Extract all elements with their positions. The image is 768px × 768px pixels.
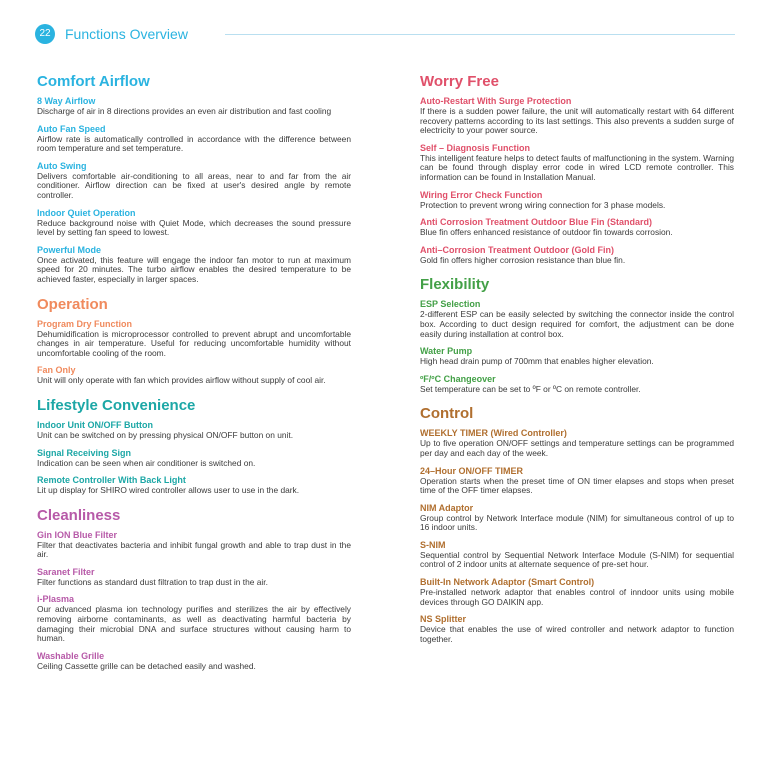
section-control bbox=[420, 404, 734, 644]
feature-description: Sequential control by Sequential Network Interface Module (S-NIM) for sequential control of 2 indoor units at alternate sequence of pre-set hour. bbox=[420, 549, 734, 570]
feature-item bbox=[37, 245, 351, 285]
feature-description: High head drain pump of 700mm that enables higher elevation. bbox=[420, 356, 654, 367]
feature-item bbox=[37, 124, 351, 154]
section-title: Flexibility bbox=[420, 276, 490, 294]
feature-title: Indoor Unit ON/OFF Button bbox=[37, 419, 153, 430]
feature-title: Anti Corrosion Treatment Outdoor Blue Fin (Standard) bbox=[420, 217, 653, 228]
feature-item bbox=[37, 651, 351, 672]
feature-item bbox=[420, 614, 734, 644]
feature-item bbox=[420, 346, 734, 367]
feature-item bbox=[37, 420, 351, 441]
feature-description: Indication can be seen when air conditioner is switched on. bbox=[37, 457, 256, 468]
section-title: Lifestyle Convenience bbox=[37, 396, 196, 414]
feature-description: Unit will only operate with fan which provides airflow without supply of cool air. bbox=[37, 375, 326, 386]
feature-item bbox=[420, 217, 734, 238]
feature-description: Filter functions as standard dust filtration to trap dust in the air. bbox=[37, 576, 268, 587]
feature-description: Once activated, this feature will engage the indoor fan motor to run at maximum speed for 20 minutes. The turbo airflow enables the desired temperature to be achieved faster, especially in larger spaces. bbox=[37, 254, 351, 284]
feature-item bbox=[37, 365, 351, 386]
feature-title: Water Pump bbox=[420, 346, 473, 357]
feature-title: Built-In Network Adaptor (Smart Control) bbox=[420, 577, 595, 588]
feature-title: Signal Receiving Sign bbox=[37, 447, 132, 458]
section-title: Operation bbox=[37, 295, 108, 313]
feature-item bbox=[37, 208, 351, 238]
feature-item bbox=[420, 466, 734, 496]
feature-description: If there is a sudden power failure, the unit will automatically restart with 64 different recovery patterns according to its last settings. This also prevents a sudden surge of electricity to your power source. bbox=[420, 106, 734, 136]
feature-title: Anti–Corrosion Treatment Outdoor (Gold Fin) bbox=[420, 244, 614, 255]
header-divider bbox=[225, 34, 735, 35]
feature-description: Up to five operation ON/OFF settings and temperature settings can be programmed per day and each day of the week. bbox=[420, 438, 734, 458]
section-title: Worry Free bbox=[420, 73, 499, 90]
section-cleanliness bbox=[37, 506, 351, 672]
section-worry-free bbox=[420, 72, 734, 265]
feature-title: WEEKLY TIMER (Wired Controller) bbox=[420, 428, 567, 439]
feature-description: Gold fin offers higher corrosion resistance than blue fin. bbox=[420, 254, 626, 265]
feature-description: Filter that deactivates bacteria and inhibit fungal growth and able to trap dust in the air. bbox=[37, 539, 351, 560]
section-title: Control bbox=[420, 405, 474, 423]
feature-title: Wiring Error Check Function bbox=[420, 189, 543, 200]
page-title: Functions Overview bbox=[65, 26, 188, 42]
feature-item bbox=[37, 530, 351, 560]
section-flexibility bbox=[420, 275, 734, 394]
feature-item bbox=[420, 503, 734, 533]
feature-item bbox=[37, 567, 351, 588]
left-column bbox=[37, 72, 351, 681]
feature-description: Airflow rate is automatically controlled in accordance with the difference between room temperature and set temperature. bbox=[37, 133, 351, 154]
section-operation bbox=[37, 295, 351, 386]
feature-description: Protection to prevent wrong wiring connection for 3 phase models. bbox=[420, 199, 666, 210]
feature-item bbox=[37, 96, 351, 117]
feature-item bbox=[420, 577, 734, 607]
feature-title: Auto Fan Speed bbox=[37, 123, 106, 134]
feature-title: NS Splitter bbox=[420, 614, 467, 625]
feature-title: Fan Only bbox=[37, 365, 76, 376]
section-comfort-airflow bbox=[37, 72, 351, 285]
feature-title: Saranet Filter bbox=[37, 566, 95, 577]
feature-description: Delivers comfortable air-conditioning to all areas, near to and far from the air conditioner. Airflow direction can be fixed at user's desired angle by remote controller. bbox=[37, 170, 351, 200]
feature-item bbox=[420, 96, 734, 136]
feature-item bbox=[37, 475, 351, 496]
feature-title: Gin ION Blue Filter bbox=[37, 529, 118, 540]
feature-title: Indoor Quiet Operation bbox=[37, 207, 136, 218]
feature-description: Blue fin offers enhanced resistance of outdoor fin towards corrosion. bbox=[420, 227, 673, 238]
feature-description: Ceiling Cassette grille can be detached easily and washed. bbox=[37, 660, 256, 671]
section-title: Cleanliness bbox=[37, 506, 121, 524]
feature-item bbox=[420, 143, 734, 183]
feature-item bbox=[37, 448, 351, 469]
feature-title: Self – Diagnosis Function bbox=[420, 142, 531, 153]
feature-title: 8 Way Airflow bbox=[37, 96, 96, 106]
feature-title: Auto-Restart With Surge Protection bbox=[420, 96, 572, 106]
right-column bbox=[420, 72, 734, 654]
feature-title: NIM Adaptor bbox=[420, 502, 474, 513]
feature-title: S-NIM bbox=[420, 539, 446, 550]
feature-item bbox=[420, 428, 734, 458]
feature-description: Unit can be switched on by pressing physical ON/OFF button on unit. bbox=[37, 429, 294, 440]
feature-description: Pre-installed network adaptor that enables control of inndoor units using mobile devices through GO DAIKIN app. bbox=[420, 587, 734, 607]
feature-title: i-Plasma bbox=[37, 594, 75, 605]
feature-title: Powerful Mode bbox=[37, 244, 102, 255]
feature-item bbox=[420, 190, 734, 211]
feature-title: Washable Grille bbox=[37, 650, 105, 661]
section-title: Comfort Airflow bbox=[37, 73, 150, 90]
feature-title: Program Dry Function bbox=[37, 318, 133, 329]
feature-title: ESP Selection bbox=[420, 299, 481, 310]
feature-description: Discharge of air in 8 directions provides an even air distribution and fast cooling bbox=[37, 106, 332, 116]
feature-description: This intelligent feature helps to detect faults of malfunctioning in the system. Warning can be found through display error code in wired LCD remote controller. This information can be found in Installation Manual. bbox=[420, 152, 734, 182]
feature-description: Set temperature can be set to ºF or ºC on remote controller. bbox=[420, 383, 641, 394]
feature-item bbox=[420, 245, 734, 266]
section-lifestyle-convenience bbox=[37, 396, 351, 496]
page-number-badge: 22 bbox=[35, 24, 55, 44]
feature-item bbox=[37, 161, 351, 201]
feature-title: Auto Swing bbox=[37, 160, 87, 171]
feature-title: ºF/ºC Changeover bbox=[420, 373, 496, 384]
feature-item bbox=[37, 594, 351, 643]
page-header bbox=[35, 22, 735, 44]
feature-description: Group control by Network Interface module (NIM) for simultaneous control of up to 16 indoor units. bbox=[420, 512, 734, 533]
feature-description: Lit up display for SHIRO wired controller allows user to use in the dark. bbox=[37, 485, 300, 496]
feature-title: 24–Hour ON/OFF TIMER bbox=[420, 465, 524, 476]
feature-description: Dehumidification is microprocessor controlled to prevent abrupt and uncomfortable changes in air temperature. Useful for reducing uncomfortable humidity without uncomfortable cooling of the room. bbox=[37, 328, 351, 358]
feature-description: Reduce background noise with Quiet Mode, which decreases the sound pressure level by setting fan speed to lowest. bbox=[37, 217, 351, 238]
feature-description: 2-different ESP can be easily selected by switching the connector inside the control box. According to duct design required for comfort, the adjustment can be done easily during installation at control box. bbox=[420, 309, 734, 339]
feature-item bbox=[420, 299, 734, 339]
feature-item bbox=[420, 374, 734, 395]
feature-item bbox=[420, 540, 734, 570]
feature-item bbox=[37, 319, 351, 359]
feature-description: Operation starts when the preset time of ON timer elapses and stops when preset time of the OFF timer elapses. bbox=[420, 475, 734, 496]
feature-description: Our advanced plasma ion technology purifies and sterilizes the air by effectively removing airborne contaminants, as well as deactivating harmful bacteria by damaging their microbial DNA and surface structures without causing harm to human. bbox=[37, 604, 351, 644]
feature-title: Remote Controller With Back Light bbox=[37, 475, 186, 486]
feature-description: Device that enables the use of wired controller and network adaptor to function together. bbox=[420, 624, 734, 644]
